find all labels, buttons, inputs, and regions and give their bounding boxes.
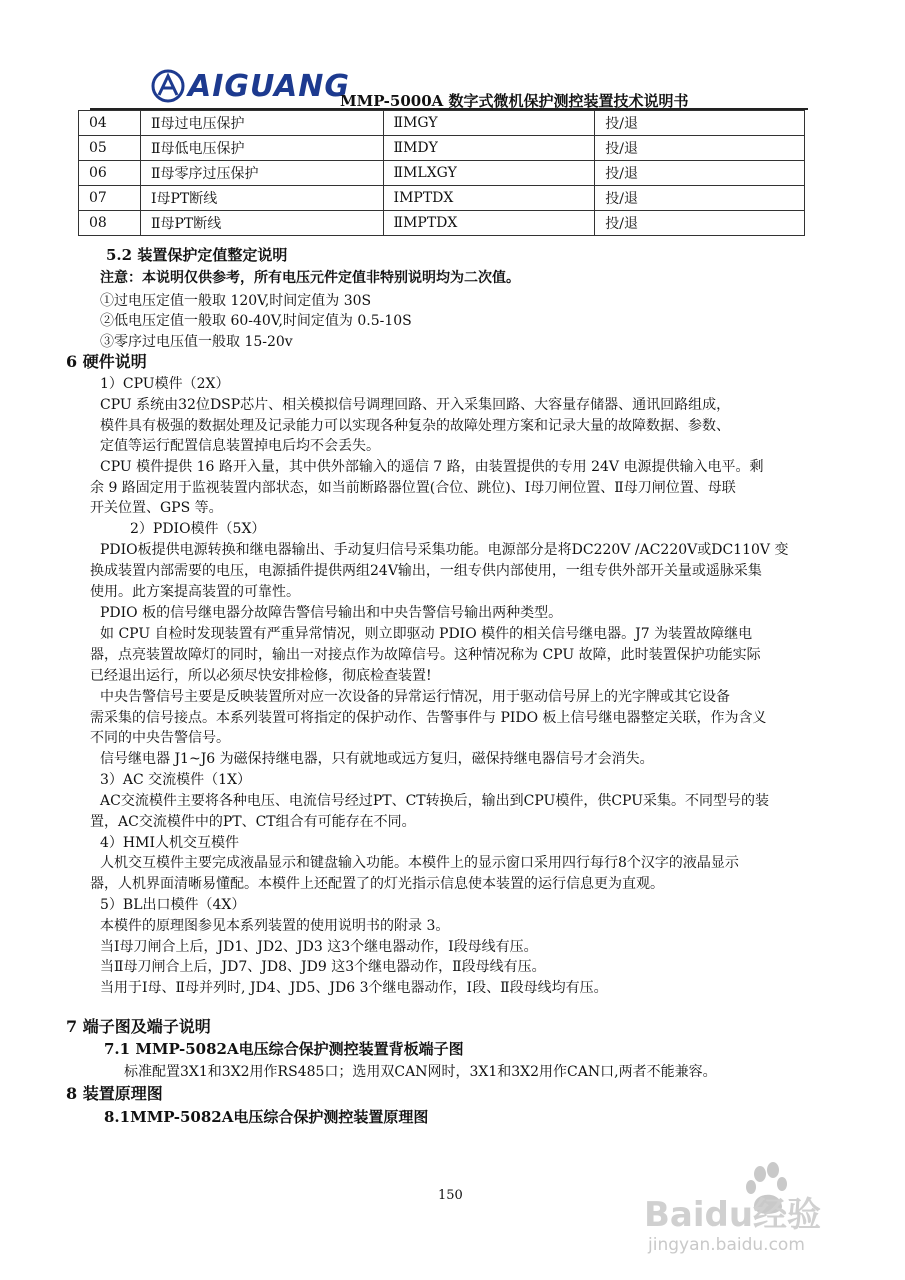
paragraph-line: 当Ⅱ母刀闸合上后，JD7、JD8、JD9 这3个继电器动作，Ⅱ段母线有压。 — [100, 959, 546, 975]
paragraph-line: 当用于Ⅰ母、Ⅱ母并列时, JD4、JD5、JD6 3个继电器动作，Ⅰ段、Ⅱ段母线均有压。 — [100, 980, 608, 996]
section-8-heading: 8 装置原理图 — [66, 1084, 163, 1103]
table-row — [79, 136, 805, 161]
paragraph-line: PDIO板提供电源转换和继电器输出、手动复归信号采集功能。电源部分是将DC220V /AC220V或DC110V 变 — [100, 542, 789, 558]
paragraph-line: AC交流模件主要将各种电压、电流信号经过PT、CT转换后，输出到CPU模件，供CPU采集。不同型号的装 — [100, 793, 769, 809]
paragraph-line: 器，点亮装置故障灯的同时，输出一对接点作为故障信号。这种情况称为 CPU 故障，此时装置保护功能实际 — [90, 647, 761, 663]
settings-table — [78, 110, 805, 236]
paragraph-line: 已经退出运行，所以必须尽快安排检修，彻底检查装置! — [90, 668, 432, 684]
cell-name: Ⅰ母PT断线 — [140, 186, 383, 211]
setting-item: ②低电压定值一般取 60-40V,时间定值为 0.5-10S — [100, 313, 412, 329]
logo-text: AIGUANG — [188, 68, 350, 104]
watermark-url: jingyan.baidu.com — [648, 1235, 805, 1255]
paragraph-line: 模件具有极强的数据处理及记录能力可以实现各种复杂的故障处理方案和记录大量的故障数据、参数、 — [100, 418, 730, 434]
ac-module-title: 3）AC 交流模件（1X） — [100, 772, 252, 788]
section-7-heading: 7 端子图及端子说明 — [66, 1017, 211, 1036]
paragraph-line: 人机交互模件主要完成液晶显示和键盘输入功能。本模件上的显示窗口采用四行每行8个汉字的液晶显示 — [100, 855, 739, 871]
paragraph-line: 使用。此方案提高装置的可靠性。 — [90, 584, 300, 600]
paragraph-line: CPU 模件提供 16 路开入量，其中供外部输入的遥信 7 路，由装置提供的专用 24V 电源提供输入电平。剩 — [100, 459, 764, 475]
table-row — [79, 111, 805, 136]
paragraph-line: 定值等运行配置信息装置掉电后均不会丢失。 — [100, 438, 380, 454]
company-logo — [150, 68, 350, 104]
cell-name: Ⅱ母零序过压保护 — [140, 161, 383, 186]
paragraph-line: 余 9 路固定用于监视装置内部状态，如当前断路器位置(合位、跳位)、Ⅰ母刀闸位置、Ⅱ母刀闸位置、母联 — [90, 480, 736, 496]
cell-name: Ⅱ母低电压保护 — [140, 136, 383, 161]
cell-no: 05 — [79, 136, 141, 161]
paragraph-line: 器，人机界面清晰易懂配。本模件上还配置了的灯光指示信息使本装置的运行信息更为直观。 — [90, 876, 664, 892]
page-number: 150 — [438, 1188, 463, 1203]
cell-code: ⅡMPTDX — [383, 211, 595, 236]
paragraph-line: 不同的中央告警信号。 — [90, 730, 230, 746]
table-row — [79, 161, 805, 186]
cell-state: 投/退 — [595, 161, 805, 186]
cell-no: 06 — [79, 161, 141, 186]
cell-no: 04 — [79, 111, 141, 136]
table-row — [79, 186, 805, 211]
pdio-module-title: 2）PDIO模件（5X） — [130, 521, 266, 537]
cell-state: 投/退 — [595, 111, 805, 136]
paragraph-line: PDIO 板的信号继电器分故障告警信号输出和中央告警信号输出两种类型。 — [100, 605, 563, 621]
logo-icon — [150, 68, 186, 104]
section-5-2-heading: 5.2 装置保护定值整定说明 — [106, 246, 288, 264]
paragraph-line: 置，AC交流模件中的PT、CT组合有可能存在不同。 — [90, 814, 416, 830]
cell-code: ⅠMPTDX — [383, 186, 595, 211]
paragraph-line: 中央告警信号主要是反映装置所对应一次设备的异常运行情况，用于驱动信号屏上的光字牌或其它设备 — [100, 689, 730, 705]
cell-state: 投/退 — [595, 186, 805, 211]
watermark-brand: Baidu经验 — [644, 1195, 822, 1235]
paragraph-line: 换成装置内部需要的电压，电源插件提供两组24V输出，一组专供内部使用，一组专供外部开关量或遥脉采集 — [90, 563, 762, 579]
paragraph-line: 需采集的信号接点。本系列装置可将指定的保护动作、告警事件与 PIDO 板上信号继电器整定关联，作为含义 — [90, 710, 767, 726]
setting-item: ①过电压定值一般取 120V,时间定值为 30S — [100, 293, 372, 309]
baidu-watermark — [642, 1160, 842, 1255]
cell-no: 07 — [79, 186, 141, 211]
cell-code: ⅡMDY — [383, 136, 595, 161]
document-title: MMP-5000A 数字式微机保护测控装置技术说明书 — [340, 92, 689, 110]
paragraph-line: 标准配置3X1和3X2用作RS485口；选用双CAN网时，3X1和3X2用作CAN口,两者不能兼容。 — [124, 1064, 717, 1080]
cell-state: 投/退 — [595, 136, 805, 161]
paragraph-line: 开关位置、GPS 等。 — [90, 500, 223, 516]
paragraph-line: CPU 系统由32位DSP芯片、相关模拟信号调理回路、开入采集回路、大容量存储器、通讯回路组成， — [100, 397, 731, 413]
cpu-module-title: 1）CPU模件（2X） — [100, 376, 230, 392]
setting-item: ③零序过电压值一般取 15-20v — [100, 334, 293, 350]
section-8-1-heading: 8.1MMP-5082A电压综合保护测控装置原理图 — [104, 1108, 429, 1126]
hmi-module-title: 4）HMI人机交互模件 — [100, 835, 239, 851]
paragraph-line: 如 CPU 自检时发现装置有严重异常情况，则立即驱动 PDIO 模件的相关信号继电器。J7 为装置故障继电 — [100, 626, 753, 642]
cell-name: Ⅱ母PT断线 — [140, 211, 383, 236]
section-7-1-heading: 7.1 MMP-5082A电压综合保护测控装置背板端子图 — [104, 1040, 464, 1058]
cell-no: 08 — [79, 211, 141, 236]
section-5-2-note: 注意：本说明仅供参考，所有电压元件定值非特别说明均为二次值。 — [100, 270, 520, 286]
bl-module-title: 5）BL出口模件（4X） — [100, 897, 246, 913]
cell-code: ⅡMGY — [383, 111, 595, 136]
table-row — [79, 211, 805, 236]
cell-name: Ⅱ母过电压保护 — [140, 111, 383, 136]
paragraph-line: 信号继电器 J1~J6 为磁保持继电器，只有就地或远方复归，磁保持继电器信号才会消失。 — [100, 751, 654, 767]
paragraph-line: 当Ⅰ母刀闸合上后，JD1、JD2、JD3 这3个继电器动作，Ⅰ段母线有压。 — [100, 939, 538, 955]
section-6-heading: 6 硬件说明 — [66, 352, 147, 371]
cell-code: ⅡMLXGY — [383, 161, 595, 186]
paragraph-line: 本模件的原理图参见本系列装置的使用说明书的附录 3。 — [100, 918, 450, 934]
cell-state: 投/退 — [595, 211, 805, 236]
